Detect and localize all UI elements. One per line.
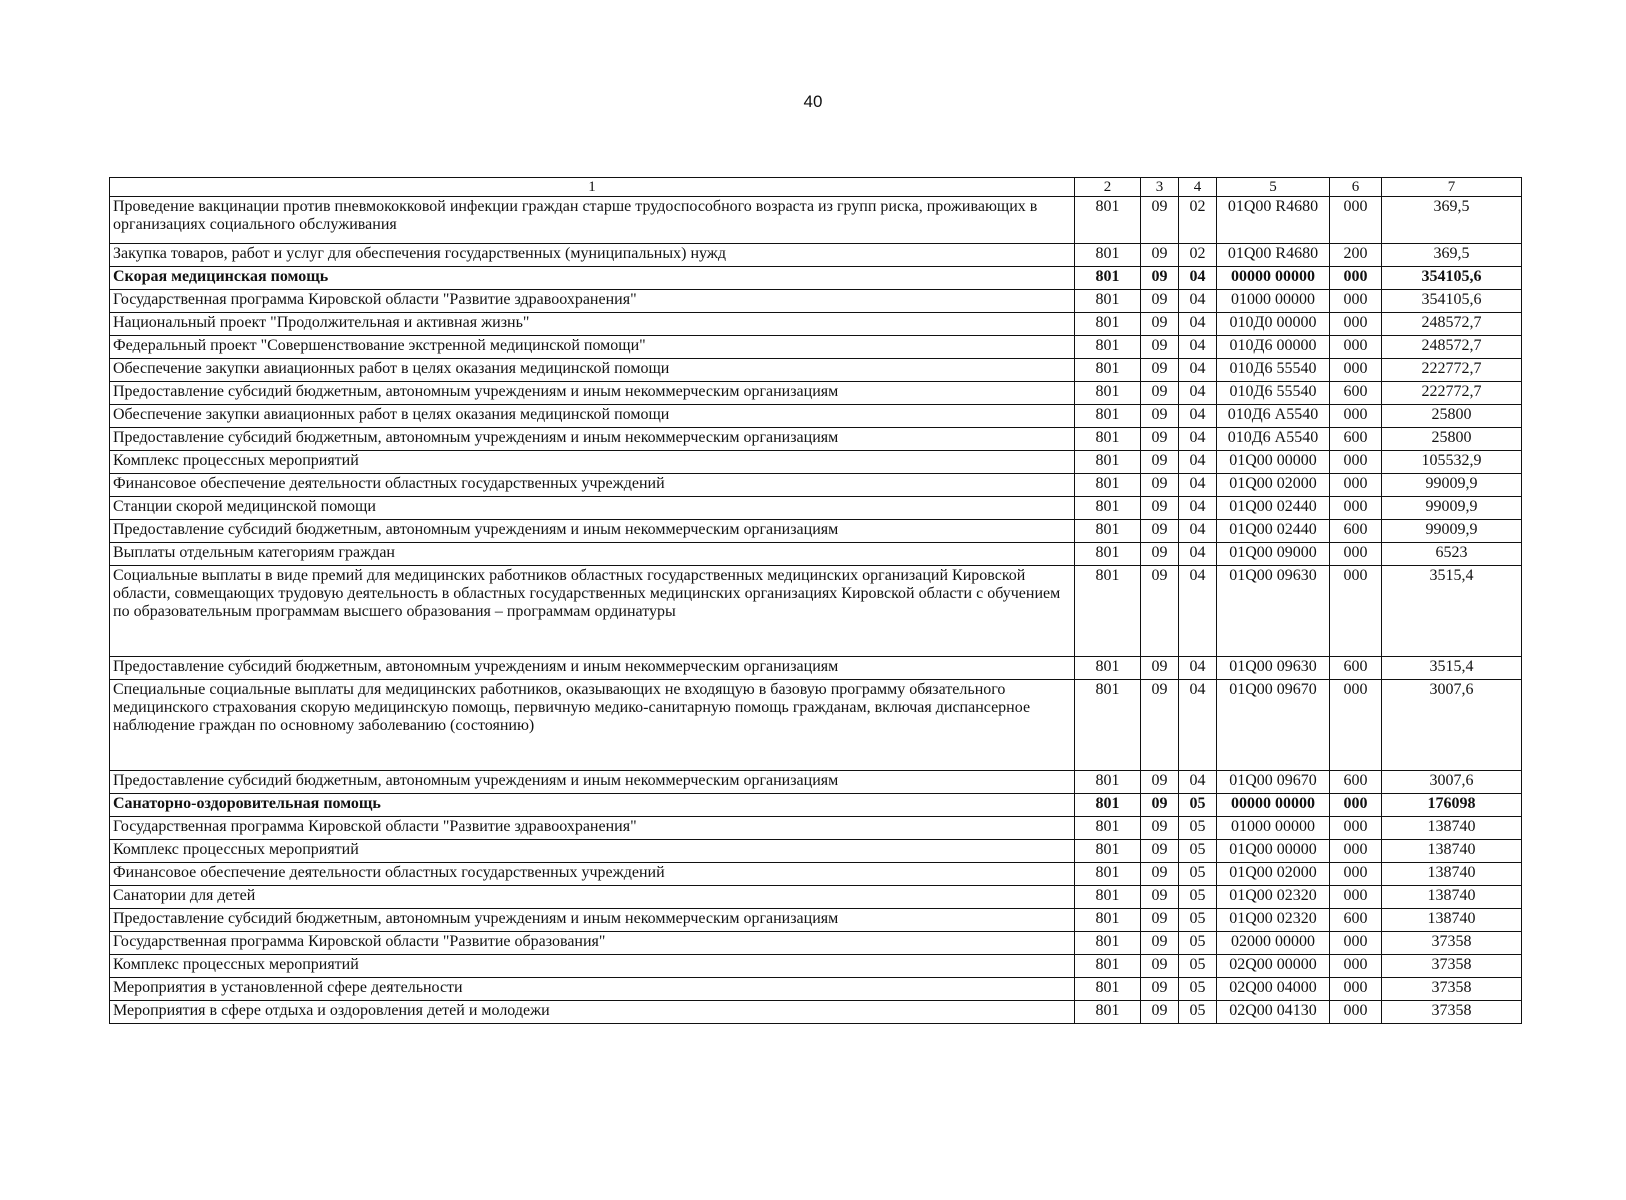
table-body xyxy=(110,197,1522,1024)
row-name-cell: Обеспечение закупки авиационных работ в целях оказания медицинской помощи xyxy=(110,405,1075,428)
row-name-cell: Государственная программа Кировской области "Развитие здравоохранения" xyxy=(110,290,1075,313)
subsection-code-cell: 09 xyxy=(1141,771,1179,794)
subsection2-code-cell: 04 xyxy=(1179,520,1217,543)
target-article-cell: 01Q00 09630 xyxy=(1217,566,1330,657)
subsection2-code-cell: 04 xyxy=(1179,680,1217,771)
table-row xyxy=(110,657,1522,680)
amount-cell: 37358 xyxy=(1382,1001,1522,1024)
column-header: 7 xyxy=(1382,178,1522,197)
table-row xyxy=(110,566,1522,657)
expense-type-cell: 000 xyxy=(1330,978,1382,1001)
subsection2-code-cell: 04 xyxy=(1179,657,1217,680)
row-name-cell: Федеральный проект "Совершенствование экстренной медицинской помощи" xyxy=(110,336,1075,359)
amount-cell: 3007,6 xyxy=(1382,771,1522,794)
target-article-cell: 010Д6 00000 xyxy=(1217,336,1330,359)
table-row xyxy=(110,794,1522,817)
section-code-cell: 801 xyxy=(1075,405,1141,428)
row-name-cell: Специальные социальные выплаты для медицинских работников, оказывающих не входящую в базовую программу обязательного медицинского страхования скорую медицинскую помощь, первичную медико-санитарную помощь гражданам, включая диспансерное наблюдение граждан по основному заболеванию (состоянию) xyxy=(110,680,1075,771)
expense-type-cell: 600 xyxy=(1330,909,1382,932)
amount-cell: 138740 xyxy=(1382,840,1522,863)
expense-type-cell: 000 xyxy=(1330,313,1382,336)
section-code-cell: 801 xyxy=(1075,657,1141,680)
section-code-cell: 801 xyxy=(1075,909,1141,932)
row-name-cell: Скорая медицинская помощь xyxy=(110,267,1075,290)
amount-cell: 99009,9 xyxy=(1382,520,1522,543)
section-code-cell: 801 xyxy=(1075,497,1141,520)
expense-type-cell: 000 xyxy=(1330,840,1382,863)
expense-type-cell: 000 xyxy=(1330,405,1382,428)
subsection-code-cell: 09 xyxy=(1141,886,1179,909)
section-code-cell: 801 xyxy=(1075,680,1141,771)
amount-cell: 222772,7 xyxy=(1382,382,1522,405)
subsection2-code-cell: 05 xyxy=(1179,978,1217,1001)
column-header: 3 xyxy=(1141,178,1179,197)
target-article-cell: 01Q00 02440 xyxy=(1217,520,1330,543)
expense-type-cell: 000 xyxy=(1330,197,1382,244)
section-code-cell: 801 xyxy=(1075,474,1141,497)
header-row xyxy=(110,178,1522,197)
section-code-cell: 801 xyxy=(1075,543,1141,566)
table-row xyxy=(110,932,1522,955)
amount-cell: 6523 xyxy=(1382,543,1522,566)
table-row xyxy=(110,543,1522,566)
target-article-cell: 01Q00 00000 xyxy=(1217,451,1330,474)
target-article-cell: 00000 00000 xyxy=(1217,794,1330,817)
row-name-cell: Проведение вакцинации против пневмококковой инфекции граждан старше трудоспособного возраста из групп риска, проживающих в организациях социального обслуживания xyxy=(110,197,1075,244)
section-code-cell: 801 xyxy=(1075,794,1141,817)
target-article-cell: 01000 00000 xyxy=(1217,817,1330,840)
amount-cell: 138740 xyxy=(1382,886,1522,909)
expense-type-cell: 000 xyxy=(1330,817,1382,840)
section-code-cell: 801 xyxy=(1075,267,1141,290)
table-row xyxy=(110,863,1522,886)
row-name-cell: Выплаты отдельным категориям граждан xyxy=(110,543,1075,566)
section-code-cell: 801 xyxy=(1075,1001,1141,1024)
table-row xyxy=(110,451,1522,474)
subsection-code-cell: 09 xyxy=(1141,680,1179,771)
subsection2-code-cell: 04 xyxy=(1179,359,1217,382)
expense-type-cell: 600 xyxy=(1330,771,1382,794)
target-article-cell: 01Q00 09000 xyxy=(1217,543,1330,566)
target-article-cell: 01Q00 09630 xyxy=(1217,657,1330,680)
row-name-cell: Обеспечение закупки авиационных работ в целях оказания медицинской помощи xyxy=(110,359,1075,382)
subsection-code-cell: 09 xyxy=(1141,313,1179,336)
expense-type-cell: 000 xyxy=(1330,863,1382,886)
table-row xyxy=(110,1001,1522,1024)
table-row xyxy=(110,290,1522,313)
amount-cell: 99009,9 xyxy=(1382,474,1522,497)
expense-type-cell: 000 xyxy=(1330,267,1382,290)
subsection2-code-cell: 05 xyxy=(1179,909,1217,932)
expense-type-cell: 600 xyxy=(1330,428,1382,451)
subsection2-code-cell: 04 xyxy=(1179,313,1217,336)
table-row xyxy=(110,909,1522,932)
target-article-cell: 010Д6 А5540 xyxy=(1217,428,1330,451)
row-name-cell: Государственная программа Кировской области "Развитие образования" xyxy=(110,932,1075,955)
target-article-cell: 01Q00 02440 xyxy=(1217,497,1330,520)
section-code-cell: 801 xyxy=(1075,428,1141,451)
expense-type-cell: 000 xyxy=(1330,955,1382,978)
subsection-code-cell: 09 xyxy=(1141,428,1179,451)
amount-cell: 37358 xyxy=(1382,932,1522,955)
subsection2-code-cell: 04 xyxy=(1179,267,1217,290)
section-code-cell: 801 xyxy=(1075,290,1141,313)
amount-cell: 354105,6 xyxy=(1382,267,1522,290)
section-code-cell: 801 xyxy=(1075,244,1141,267)
subsection-code-cell: 09 xyxy=(1141,267,1179,290)
subsection2-code-cell: 04 xyxy=(1179,771,1217,794)
row-name-cell: Предоставление субсидий бюджетным, автономным учреждениям и иным некоммерческим организациям xyxy=(110,382,1075,405)
amount-cell: 99009,9 xyxy=(1382,497,1522,520)
subsection2-code-cell: 05 xyxy=(1179,932,1217,955)
table-row xyxy=(110,955,1522,978)
target-article-cell: 01Q00 02000 xyxy=(1217,474,1330,497)
row-name-cell: Комплекс процессных мероприятий xyxy=(110,955,1075,978)
section-code-cell: 801 xyxy=(1075,566,1141,657)
amount-cell: 37358 xyxy=(1382,955,1522,978)
row-name-cell: Предоставление субсидий бюджетным, автономным учреждениям и иным некоммерческим организациям xyxy=(110,909,1075,932)
subsection2-code-cell: 05 xyxy=(1179,817,1217,840)
expense-type-cell: 000 xyxy=(1330,451,1382,474)
amount-cell: 105532,9 xyxy=(1382,451,1522,474)
expense-type-cell: 000 xyxy=(1330,290,1382,313)
amount-cell: 176098 xyxy=(1382,794,1522,817)
target-article-cell: 010Д6 55540 xyxy=(1217,382,1330,405)
amount-cell: 354105,6 xyxy=(1382,290,1522,313)
section-code-cell: 801 xyxy=(1075,313,1141,336)
subsection2-code-cell: 04 xyxy=(1179,497,1217,520)
target-article-cell: 00000 00000 xyxy=(1217,267,1330,290)
subsection-code-cell: 09 xyxy=(1141,197,1179,244)
column-header: 1 xyxy=(110,178,1075,197)
table-row xyxy=(110,497,1522,520)
subsection2-code-cell: 05 xyxy=(1179,955,1217,978)
amount-cell: 138740 xyxy=(1382,817,1522,840)
row-name-cell: Предоставление субсидий бюджетным, автономным учреждениям и иным некоммерческим организациям xyxy=(110,657,1075,680)
table-row xyxy=(110,978,1522,1001)
table-row xyxy=(110,886,1522,909)
subsection-code-cell: 09 xyxy=(1141,566,1179,657)
expense-type-cell: 600 xyxy=(1330,382,1382,405)
column-header: 4 xyxy=(1179,178,1217,197)
target-article-cell: 010Д6 А5540 xyxy=(1217,405,1330,428)
row-name-cell: Предоставление субсидий бюджетным, автономным учреждениям и иным некоммерческим организациям xyxy=(110,771,1075,794)
amount-cell: 369,5 xyxy=(1382,244,1522,267)
amount-cell: 222772,7 xyxy=(1382,359,1522,382)
expense-type-cell: 600 xyxy=(1330,520,1382,543)
target-article-cell: 02Q00 00000 xyxy=(1217,955,1330,978)
amount-cell: 138740 xyxy=(1382,863,1522,886)
section-code-cell: 801 xyxy=(1075,382,1141,405)
subsection2-code-cell: 04 xyxy=(1179,382,1217,405)
subsection2-code-cell: 04 xyxy=(1179,428,1217,451)
amount-cell: 25800 xyxy=(1382,428,1522,451)
table-row xyxy=(110,817,1522,840)
section-code-cell: 801 xyxy=(1075,771,1141,794)
subsection-code-cell: 09 xyxy=(1141,290,1179,313)
expense-type-cell: 000 xyxy=(1330,474,1382,497)
target-article-cell: 01Q00 02320 xyxy=(1217,886,1330,909)
table-row xyxy=(110,313,1522,336)
subsection2-code-cell: 05 xyxy=(1179,1001,1217,1024)
section-code-cell: 801 xyxy=(1075,336,1141,359)
target-article-cell: 01000 00000 xyxy=(1217,290,1330,313)
table-row xyxy=(110,680,1522,771)
subsection-code-cell: 09 xyxy=(1141,817,1179,840)
section-code-cell: 801 xyxy=(1075,840,1141,863)
table-row xyxy=(110,474,1522,497)
subsection2-code-cell: 04 xyxy=(1179,290,1217,313)
subsection2-code-cell: 04 xyxy=(1179,451,1217,474)
section-code-cell: 801 xyxy=(1075,932,1141,955)
table-row xyxy=(110,359,1522,382)
expense-type-cell: 000 xyxy=(1330,566,1382,657)
table-row xyxy=(110,382,1522,405)
amount-cell: 369,5 xyxy=(1382,197,1522,244)
subsection-code-cell: 09 xyxy=(1141,244,1179,267)
target-article-cell: 01Q00 02320 xyxy=(1217,909,1330,932)
row-name-cell: Санатории для детей xyxy=(110,886,1075,909)
subsection2-code-cell: 05 xyxy=(1179,840,1217,863)
row-name-cell: Предоставление субсидий бюджетным, автономным учреждениям и иным некоммерческим организациям xyxy=(110,520,1075,543)
amount-cell: 248572,7 xyxy=(1382,313,1522,336)
section-code-cell: 801 xyxy=(1075,886,1141,909)
column-header: 6 xyxy=(1330,178,1382,197)
row-name-cell: Финансовое обеспечение деятельности областных государственных учреждений xyxy=(110,863,1075,886)
expense-type-cell: 000 xyxy=(1330,359,1382,382)
table-row xyxy=(110,267,1522,290)
table-row xyxy=(110,520,1522,543)
amount-cell: 3515,4 xyxy=(1382,657,1522,680)
row-name-cell: Социальные выплаты в виде премий для медицинских работников областных государственных медицинских организаций Кировской области, совмещающих трудовую деятельность в областных государственных медицинских организациях Кировской области с обучением по образовательным программам высшего образования – программам ординатуры xyxy=(110,566,1075,657)
amount-cell: 248572,7 xyxy=(1382,336,1522,359)
row-name-cell: Мероприятия в сфере отдыха и оздоровления детей и молодежи xyxy=(110,1001,1075,1024)
target-article-cell: 01Q00 09670 xyxy=(1217,771,1330,794)
subsection-code-cell: 09 xyxy=(1141,1001,1179,1024)
subsection-code-cell: 09 xyxy=(1141,794,1179,817)
section-code-cell: 801 xyxy=(1075,197,1141,244)
row-name-cell: Национальный проект "Продолжительная и активная жизнь" xyxy=(110,313,1075,336)
target-article-cell: 01Q00 00000 xyxy=(1217,840,1330,863)
target-article-cell: 02Q00 04000 xyxy=(1217,978,1330,1001)
target-article-cell: 02Q00 04130 xyxy=(1217,1001,1330,1024)
target-article-cell: 01Q00 02000 xyxy=(1217,863,1330,886)
expense-type-cell: 600 xyxy=(1330,657,1382,680)
expense-type-cell: 000 xyxy=(1330,497,1382,520)
subsection-code-cell: 09 xyxy=(1141,451,1179,474)
target-article-cell: 01Q00 R4680 xyxy=(1217,244,1330,267)
table-row xyxy=(110,336,1522,359)
row-name-cell: Предоставление субсидий бюджетным, автономным учреждениям и иным некоммерческим организациям xyxy=(110,428,1075,451)
expense-type-cell: 000 xyxy=(1330,336,1382,359)
subsection2-code-cell: 05 xyxy=(1179,863,1217,886)
expense-type-cell: 000 xyxy=(1330,886,1382,909)
subsection-code-cell: 09 xyxy=(1141,955,1179,978)
row-name-cell: Мероприятия в установленной сфере деятельности xyxy=(110,978,1075,1001)
subsection2-code-cell: 02 xyxy=(1179,244,1217,267)
subsection2-code-cell: 04 xyxy=(1179,543,1217,566)
column-header: 5 xyxy=(1217,178,1330,197)
amount-cell: 3007,6 xyxy=(1382,680,1522,771)
subsection2-code-cell: 04 xyxy=(1179,474,1217,497)
section-code-cell: 801 xyxy=(1075,978,1141,1001)
expense-type-cell: 000 xyxy=(1330,680,1382,771)
section-code-cell: 801 xyxy=(1075,955,1141,978)
subsection-code-cell: 09 xyxy=(1141,932,1179,955)
subsection-code-cell: 09 xyxy=(1141,978,1179,1001)
subsection2-code-cell: 04 xyxy=(1179,405,1217,428)
section-code-cell: 801 xyxy=(1075,520,1141,543)
row-name-cell: Закупка товаров, работ и услуг для обеспечения государственных (муниципальных) нужд xyxy=(110,244,1075,267)
expense-type-cell: 200 xyxy=(1330,244,1382,267)
table-row xyxy=(110,428,1522,451)
target-article-cell: 01Q00 R4680 xyxy=(1217,197,1330,244)
subsection-code-cell: 09 xyxy=(1141,520,1179,543)
subsection2-code-cell: 02 xyxy=(1179,197,1217,244)
section-code-cell: 801 xyxy=(1075,451,1141,474)
expense-type-cell: 000 xyxy=(1330,1001,1382,1024)
subsection-code-cell: 09 xyxy=(1141,382,1179,405)
table-row xyxy=(110,840,1522,863)
budget-table xyxy=(109,177,1522,1024)
target-article-cell: 02000 00000 xyxy=(1217,932,1330,955)
subsection2-code-cell: 04 xyxy=(1179,336,1217,359)
column-header: 2 xyxy=(1075,178,1141,197)
target-article-cell: 01Q00 09670 xyxy=(1217,680,1330,771)
subsection-code-cell: 09 xyxy=(1141,657,1179,680)
section-code-cell: 801 xyxy=(1075,359,1141,382)
amount-cell: 3515,4 xyxy=(1382,566,1522,657)
subsection-code-cell: 09 xyxy=(1141,359,1179,382)
row-name-cell: Станции скорой медицинской помощи xyxy=(110,497,1075,520)
expense-type-cell: 000 xyxy=(1330,543,1382,566)
subsection-code-cell: 09 xyxy=(1141,909,1179,932)
subsection-code-cell: 09 xyxy=(1141,543,1179,566)
row-name-cell: Государственная программа Кировской области "Развитие здравоохранения" xyxy=(110,817,1075,840)
row-name-cell: Финансовое обеспечение деятельности областных государственных учреждений xyxy=(110,474,1075,497)
expense-type-cell: 000 xyxy=(1330,932,1382,955)
subsection2-code-cell: 05 xyxy=(1179,794,1217,817)
subsection-code-cell: 09 xyxy=(1141,336,1179,359)
row-name-cell: Комплекс процессных мероприятий xyxy=(110,451,1075,474)
table-row xyxy=(110,771,1522,794)
subsection2-code-cell: 05 xyxy=(1179,886,1217,909)
subsection-code-cell: 09 xyxy=(1141,405,1179,428)
table-row xyxy=(110,405,1522,428)
subsection-code-cell: 09 xyxy=(1141,474,1179,497)
subsection-code-cell: 09 xyxy=(1141,840,1179,863)
target-article-cell: 010Д0 00000 xyxy=(1217,313,1330,336)
expense-type-cell: 000 xyxy=(1330,794,1382,817)
subsection-code-cell: 09 xyxy=(1141,863,1179,886)
table-row xyxy=(110,244,1522,267)
section-code-cell: 801 xyxy=(1075,817,1141,840)
amount-cell: 37358 xyxy=(1382,978,1522,1001)
amount-cell: 25800 xyxy=(1382,405,1522,428)
subsection-code-cell: 09 xyxy=(1141,497,1179,520)
row-name-cell: Санаторно-оздоровительная помощь xyxy=(110,794,1075,817)
page-number: 40 xyxy=(803,92,823,111)
table-row xyxy=(110,197,1522,244)
target-article-cell: 010Д6 55540 xyxy=(1217,359,1330,382)
subsection2-code-cell: 04 xyxy=(1179,566,1217,657)
row-name-cell: Комплекс процессных мероприятий xyxy=(110,840,1075,863)
amount-cell: 138740 xyxy=(1382,909,1522,932)
section-code-cell: 801 xyxy=(1075,863,1141,886)
